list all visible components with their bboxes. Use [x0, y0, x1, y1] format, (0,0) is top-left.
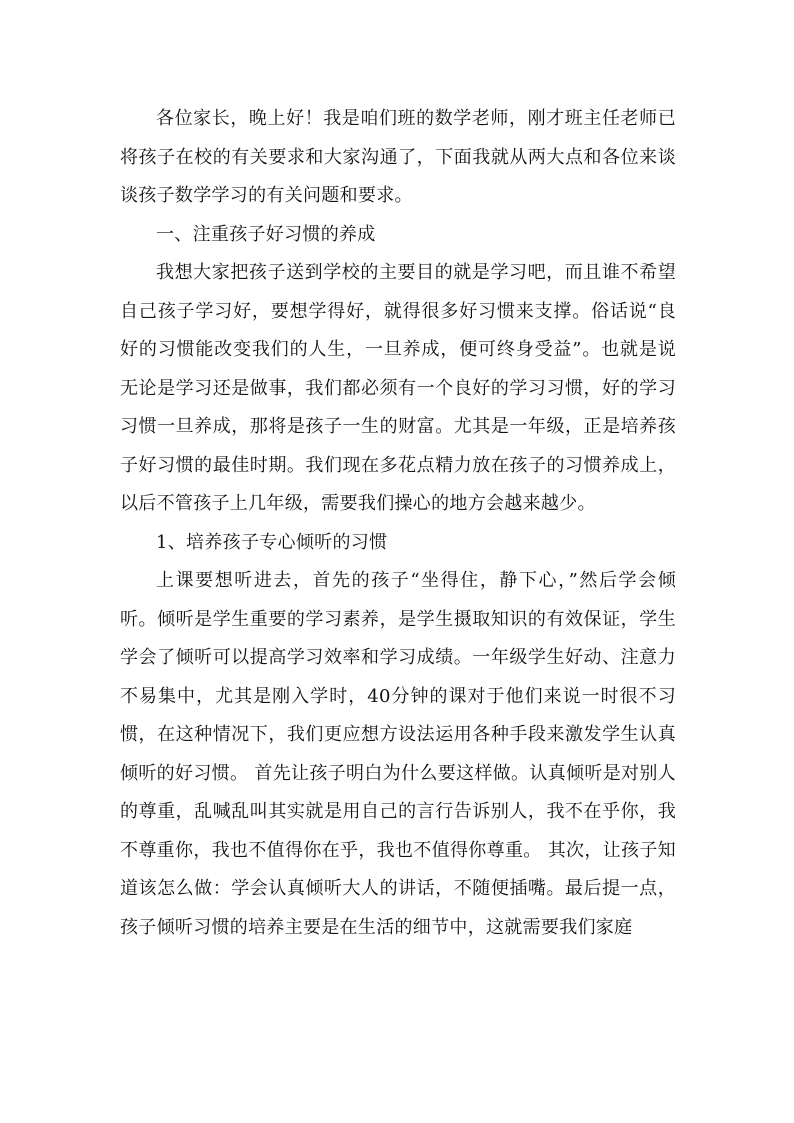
paragraph-habits: 我想大家把孩子送到学校的主要目的就是学习吧，而且谁不希望自己孩子学习好，要想学得好，就得很多好习惯来支撑。俗话说“良好的习惯能改变我们的人生，一旦养成，便可终身受益”。也就是说无论是学习还是做事，我们都必须有一个良好的学习习惯，好的学习习惯一旦养成，那将是孩子一生的财富。尤其是一年级，正是培养孩子好习惯的最佳时期。我们现在多花点精力放在孩子的习惯养成上，以后不管孩子上几年级，需要我们操心的地方会越来越少。: [120, 262, 676, 514]
subsection-heading-listening: 1、培养孩子专心倾听的习惯: [156, 531, 388, 553]
paragraph-listening: 上课要想听进去，首先的孩子“坐得住，静下心，”然后学会倾听。倾听是学生重要的学习素养，是学生摄取知识的有效保证，学生学会了倾听可以提高学习效率和学习成绩。一年级学生好动、注意力不易集中，尤其是刚入学时，40分钟的课对于他们来说一时很不习惯，在这种情况下，我们更应想方设法运用各种手段来激发学生认真倾听的好习惯。 首先让孩子明白为什么要这样做。认真倾听是对别人的尊重，乱喊乱叫其实就是用自己的言行告诉别人，我不在乎你，我不尊重你，我也不值得你在乎，我也不值得你尊重。 其次，让孩子知道该怎么做：学会认真倾听大人的讲话，不随便插嘴。最后提一点，孩子倾听习惯的培养主要是在生活的细节中，这就需要我们家庭: [120, 570, 676, 938]
paragraph-greeting: 各位家长，晚上好！我是咱们班的数学老师，刚才班主任老师已将孩子在校的有关要求和大家沟通了，下面我就从两大点和各位来谈谈孩子数学学习的有关问题和要求。: [120, 108, 676, 206]
section-heading-habits: 一、注重孩子好习惯的养成: [156, 223, 376, 245]
document-body: [120, 100, 676, 947]
